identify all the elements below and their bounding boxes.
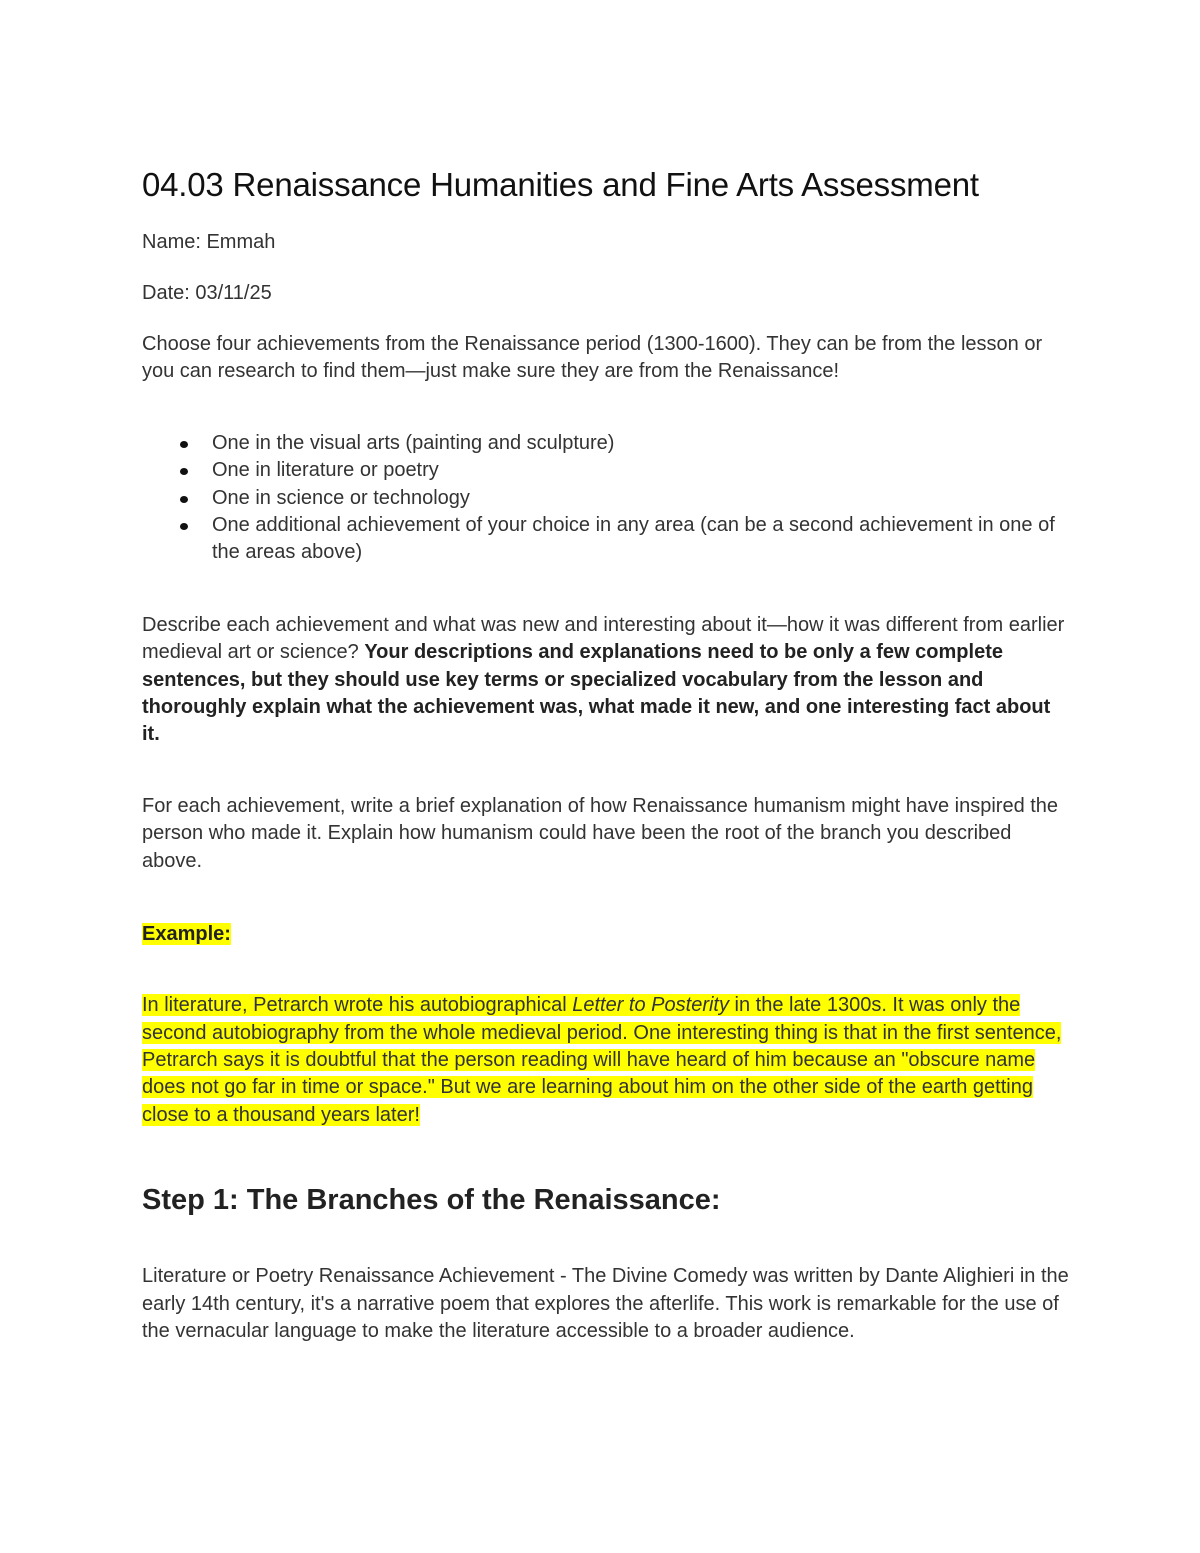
example-paragraph	[142, 992, 1072, 1129]
requirements-list	[142, 430, 1072, 567]
example-text-end: in the late 1300s. It was only the second autobiography from the whole medieval period. One interesting thing is that in the first sentence, Petrarch says it is doubtful that the person reading will have heard of him because an "obscure name does not go far in time or space." But we are learning about him on the other side of the earth getting close to a thousand years later!	[142, 994, 1062, 1126]
bullet-icon	[180, 468, 188, 475]
literature-achievement: Literature or Poetry Renaissance Achievement - The Divine Comedy was written by Dante Alighieri in the early 14th century, it's a narrative poem that explores the afterlife. This work is remarkable for the use of the vernacular language to make the literature accessible to a broader audience.	[142, 1265, 1069, 1342]
instructions-intro: Choose four achievements from the Renaissance period (1300-1600). They can be from the lesson or you can research to find them—just make sure they are from the Renaissance!	[142, 333, 1043, 383]
bullet-icon	[180, 523, 188, 530]
example-text-start: In literature, Petrarch wrote his autobiographical	[142, 994, 573, 1017]
name-line: Name: Emmah	[142, 231, 276, 253]
list-item-text: One in the visual arts (painting and sculpture)	[212, 431, 615, 454]
bullet-icon	[180, 496, 188, 503]
example-label	[142, 921, 1072, 948]
bullet-icon	[180, 441, 188, 448]
list-item-text: One in science or technology	[212, 486, 470, 509]
example-title-italic: Letter to Posterity	[572, 994, 729, 1017]
document-title: 04.03 Renaissance Humanities and Fine Arts Assessment	[142, 166, 979, 203]
step-1-heading: Step 1: The Branches of the Renaissance:	[142, 1184, 721, 1217]
describe-instructions	[142, 612, 1072, 749]
list-item	[212, 457, 1072, 484]
humanism-instructions: For each achievement, write a brief explanation of how Renaissance humanism might have inspired the person who made it. Explain how humanism could have been the root of the branch you described above.	[142, 794, 1059, 872]
list-item	[212, 430, 1072, 457]
describe-bold-text: Your descriptions and explanations need to be only a few complete sentences, but they should use key terms or specialized vocabulary from the lesson and thoroughly explain what the achievement was, what made it new, and one interesting fact about it.	[142, 641, 1051, 746]
date-line: Date: 03/11/25	[142, 282, 272, 304]
document-page	[142, 160, 1072, 1345]
list-item	[212, 512, 1072, 567]
list-item-text: One additional achievement of your choice in any area (can be a second achievement in one of the areas above)	[212, 514, 1055, 564]
list-item	[212, 485, 1072, 512]
describe-plain-text: Describe each achievement and what was new and interesting about it—how it was different from earlier medieval art or science?	[142, 613, 1065, 664]
example-label-text: Example:	[142, 923, 231, 946]
list-item-text: One in literature or poetry	[212, 459, 439, 482]
